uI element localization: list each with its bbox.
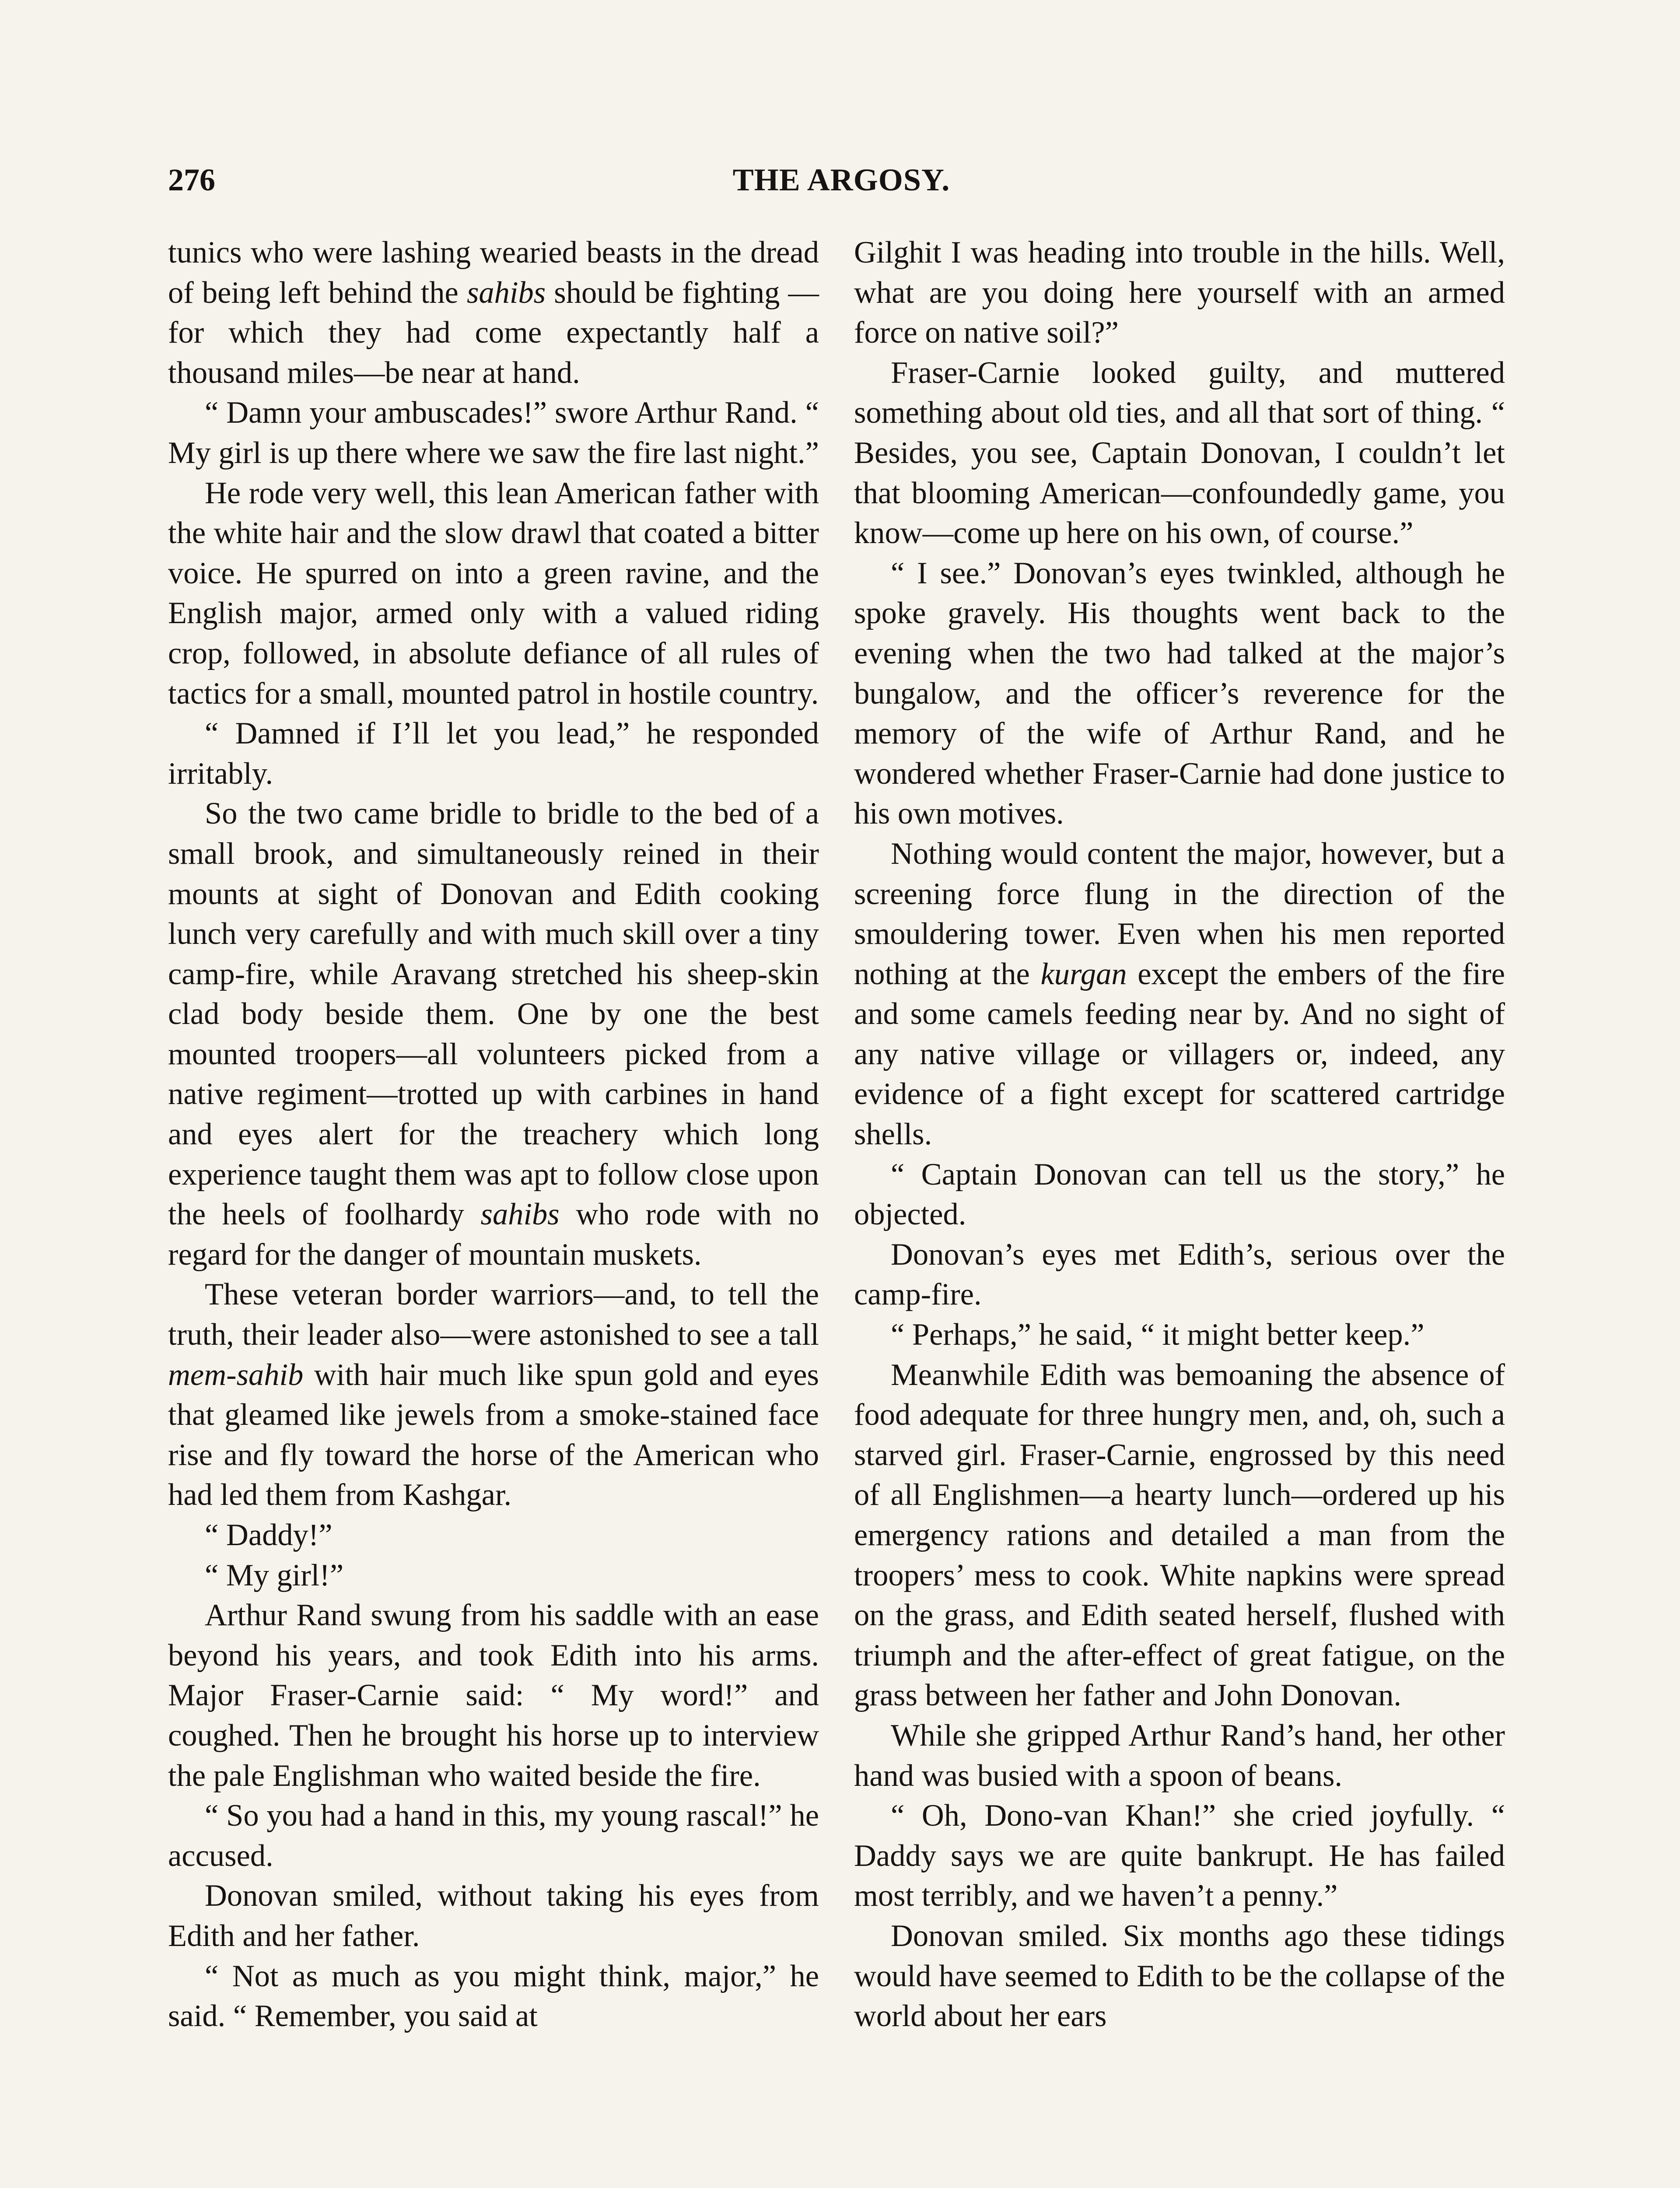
text-run: Donovan’s eyes met Edith’s, serious over the camp-fire.	[854, 1237, 1505, 1312]
paragraph	[854, 1796, 1505, 1916]
text-run: While she gripped Arthur Rand’s hand, her other hand was busied with a spoon of beans.	[854, 1718, 1505, 1793]
text-run: He rode very well, this lean American father with the white hair and the slow drawl that coated a bitter voice. He spurred on into a green ravine, and the English major, armed only with a valued riding crop, followed, in absolute defiance of all rules of tactics for a small, mounted patrol in hostile country.	[168, 476, 819, 711]
paragraph	[854, 1235, 1505, 1315]
text-run: Donovan smiled, without taking his eyes from Edith and her father.	[168, 1879, 819, 1953]
paragraph	[168, 1957, 819, 2037]
paragraph	[854, 1155, 1505, 1235]
paragraph	[854, 1916, 1505, 2037]
text-run: “ I see.” Donovan’s eyes twinkled, although he spoke gravely. His thoughts went back to the evening when the two had talked at the major’s bungalow, and the officer’s reverence for the memory of the wife of Arthur Rand, and he wondered whether Fraser-Carnie had done justice to his own motives.	[854, 556, 1505, 831]
italic-term: sahibs	[466, 275, 546, 310]
italic-term: mem-sahib	[168, 1357, 304, 1392]
text-run: Nothing would content the major, however, but a screening force flung in the direction of the smouldering tower. Even when his men reported nothing at the	[854, 836, 1505, 991]
paragraph	[168, 393, 819, 473]
paragraph	[854, 1315, 1505, 1355]
text-run: Fraser-Carnie looked guilty, and muttered something about old ties, and all that sort of thing. “ Besides, you see, Captain Donovan, I couldn’t let that blooming American—confoundedly game, you know—come up here on his own, of course.”	[854, 355, 1505, 551]
text-run: tunics who were lashing wearied beasts in the dread of being left behind the	[168, 235, 819, 310]
text-run: “ Perhaps,” he said, “ it might better keep.”	[891, 1318, 1424, 1352]
text-run: Arthur Rand swung from his saddle with an ease beyond his years, and took Edith into his arms. Major Fraser-Carnie said: “ My word!” and coughed. Then he brought his horse up to interview the pale Englishman who waited beside the fire.	[168, 1598, 819, 1793]
text-run: should be fighting — for which they had come expectantly half a thousand miles—be near at hand.	[168, 275, 819, 390]
text-run: “ Captain Donovan can tell us the story,” he objected.	[854, 1157, 1505, 1232]
italic-term: kurgan	[1040, 957, 1127, 991]
paragraph	[168, 794, 819, 1275]
italic-term: sahibs	[480, 1197, 560, 1232]
paragraph	[168, 1876, 819, 1956]
paragraph	[168, 714, 819, 794]
text-run: Meanwhile Edith was bemoaning the absence of food adequate for three hungry men, and, oh, such a starved girl. Fraser-Carnie, engrossed by this need of all Englishmen—a hearty lunch—ordered up his emergency rations and detailed a man from the troopers’ mess to cook. White napkins were spread on the grass, and Edith seated herself, flushed with triumph and the after-effect of great fatigue, on the grass between her father and John Donovan.	[854, 1357, 1505, 1713]
text-run: So the two came bridle to bridle to the bed of a small brook, and simultaneously reined in their mounts at sight of Donovan and Edith cooking lunch very carefully and with much skill over a tiny camp-fire, while Aravang stretched his sheep-skin clad body beside them. One by one the best mounted troopers—all volunteers picked from a native regiment—trotted up with carbines in hand and eyes alert for the treachery which long experience taught them was apt to follow close upon the heels of foolhardy	[168, 796, 819, 1232]
text-run: who rode with no regard for the danger of mountain muskets.	[168, 1197, 819, 1272]
text-run: Gilghit I was heading into trouble in the hills. Well, what are you doing here yourself with an armed force on native soil?”	[854, 235, 1505, 350]
text-run: “ Damn your ambuscades!” swore Arthur Rand. “ My girl is up there where we saw the fire last night.”	[168, 396, 819, 470]
text-run: “ My girl!”	[205, 1558, 344, 1592]
paragraph	[854, 554, 1505, 834]
paragraph	[168, 1556, 819, 1596]
paragraph	[168, 473, 819, 714]
paragraph	[168, 1515, 819, 1556]
text-run: except the embers of the fire and some camels feeding near by. And no sight of any native village or villagers or, indeed, any evidence of a fight except for scattered cartridge shells.	[854, 957, 1505, 1152]
left-column	[168, 233, 819, 2037]
text-run: Donovan smiled. Six months ago these tidings would have seemed to Edith to be the collapse of the world about her ears	[854, 1918, 1505, 2034]
paragraph	[854, 233, 1505, 353]
paragraph	[168, 1275, 819, 1515]
text-run: “ Not as much as you might think, major,” he said. “ Remember, you said at	[168, 1959, 819, 2034]
paragraph	[854, 1355, 1505, 1716]
text-run: “ Oh, Dono-van Khan!” she cried joyfully. “ Daddy says we are quite bankrupt. He has failed most terribly, and we haven’t a penny.”	[854, 1799, 1505, 1913]
text-run: “ So you had a hand in this, my young rascal!” he accused.	[168, 1799, 819, 1873]
page-number: 276	[168, 162, 215, 197]
text-run: These veteran border warriors—and, to tell the truth, their leader also—were astonished to see a tall	[168, 1277, 819, 1352]
paragraph	[854, 834, 1505, 1155]
page-header	[168, 156, 1515, 204]
paragraph	[854, 353, 1505, 554]
paragraph	[168, 1595, 819, 1796]
text-run: “ Damned if I’ll let you lead,” he responded irritably.	[168, 716, 819, 791]
text-run: “ Daddy!”	[205, 1518, 332, 1552]
paragraph	[168, 233, 819, 393]
running-head: THE ARGOSY.	[732, 162, 950, 197]
paragraph	[168, 1796, 819, 1876]
paragraph	[854, 1716, 1505, 1796]
right-column	[854, 233, 1505, 2037]
text-run: with hair much like spun gold and eyes that gleamed like jewels from a smoke-stained face rise and fly toward the horse of the American who had led them from Kashgar.	[168, 1357, 819, 1512]
